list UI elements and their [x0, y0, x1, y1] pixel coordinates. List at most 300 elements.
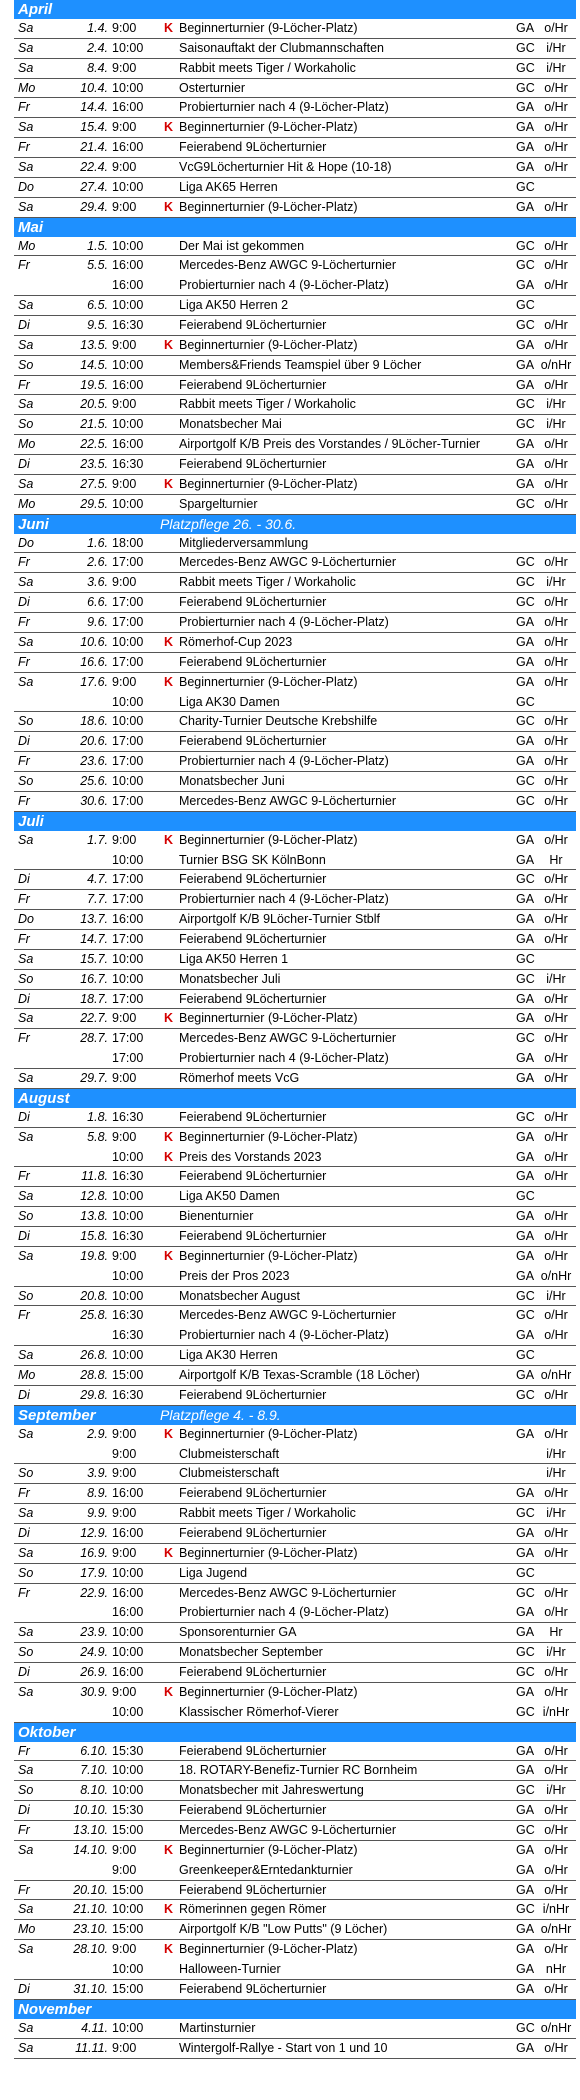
start-time: 17:00 [112, 595, 144, 610]
event-date: 26.8. [80, 1348, 108, 1363]
handicap-relevance: o/Hr [544, 1605, 568, 1620]
event-row [14, 415, 576, 435]
start-time: 9:00 [112, 1446, 137, 1461]
weekday: Sa [18, 1763, 34, 1778]
start-time: 9:00 [112, 60, 137, 75]
event-date: 17.9. [80, 1565, 108, 1580]
club-code: GC [516, 1665, 535, 1680]
handicap-relevance: o/Hr [544, 258, 568, 273]
event-date: 23.9. [80, 1625, 108, 1640]
club-code: GC [516, 595, 535, 610]
event-row [14, 1207, 576, 1227]
club-code: GC [516, 555, 535, 570]
month-header [14, 2000, 576, 2019]
club-code: GA [516, 734, 535, 749]
handicap-relevance: o/Hr [544, 1665, 568, 1680]
club-code: GA [516, 1743, 535, 1758]
club-code: GA [516, 21, 535, 35]
handicap-relevance: o/Hr [544, 120, 568, 135]
club-code: GA [516, 1962, 535, 1977]
month-header [14, 1723, 576, 1742]
event-name: Feierabend 9Löcherturnier [179, 931, 327, 946]
weekday: Fr [18, 377, 30, 392]
event-row [14, 752, 576, 772]
event-name: Probierturnier nach 4 (9-Löcher-Platz) [179, 1605, 389, 1620]
handicap-relevance: o/Hr [544, 1743, 568, 1758]
club-code: GA [516, 199, 535, 214]
event-row [14, 673, 576, 693]
club-code: GA [516, 1862, 535, 1877]
start-time: 10:00 [112, 1763, 144, 1778]
weekday: So [18, 1288, 34, 1303]
event-row [14, 1247, 576, 1267]
start-time: 9:00 [112, 1506, 137, 1521]
handicap-relevance: o/Hr [544, 80, 568, 95]
weekday: Di [18, 318, 30, 333]
event-date: 18.6. [80, 714, 108, 729]
event-date: 17.6. [80, 674, 108, 689]
maintenance-note: Platzpflege 26. - 30.6. [160, 515, 297, 532]
handicap-relevance: o/Hr [544, 199, 568, 214]
event-row [14, 1029, 576, 1049]
weekday: Di [18, 734, 30, 749]
handicap-relevance: i/Hr [546, 1506, 566, 1521]
handicap-relevance: o/Hr [544, 714, 568, 729]
event-date: 13.5. [80, 337, 108, 352]
event-row [14, 1346, 576, 1366]
start-time: 10:00 [112, 1268, 144, 1283]
weekday: Sa [18, 674, 34, 689]
event-row [14, 831, 576, 851]
handicap-relevance: o/Hr [544, 754, 568, 769]
start-time: 9:00 [112, 120, 137, 135]
start-time: 9:00 [112, 674, 137, 689]
event-row [14, 98, 576, 118]
club-code: GA [516, 357, 535, 372]
event-name: Probierturnier nach 4 (9-Löcher-Platz) [179, 1328, 389, 1343]
weekday: Di [18, 1109, 30, 1124]
club-code: GA [516, 931, 535, 946]
event-date: 28.10. [73, 1942, 108, 1957]
event-row [14, 1464, 576, 1484]
event-name: Spargelturnier [179, 496, 258, 511]
start-time: 9:00 [112, 199, 137, 214]
k-marker: K [164, 476, 174, 491]
weekday: Di [18, 1526, 30, 1541]
event-row [14, 870, 576, 890]
event-row [14, 553, 576, 573]
club-code: GA [516, 892, 535, 907]
weekday: Sa [18, 1842, 34, 1857]
handicap-relevance: o/Hr [544, 2040, 568, 2055]
event-date: 3.9. [87, 1466, 108, 1481]
event-name: Probierturnier nach 4 (9-Löcher-Platz) [179, 892, 389, 907]
weekday: Fr [18, 258, 30, 273]
handicap-relevance: o/Hr [544, 1842, 568, 1857]
club-code: GC [516, 2020, 535, 2035]
weekday: Sa [18, 2040, 34, 2055]
weekday: Fr [18, 793, 30, 808]
event-row [14, 1603, 576, 1623]
club-code: GC [516, 575, 535, 590]
start-time: 9:00 [112, 1070, 137, 1085]
weekday: Fr [18, 1308, 30, 1323]
weekday: Fr [18, 615, 30, 630]
event-date: 8.10. [80, 1783, 108, 1798]
weekday: Di [18, 1981, 30, 1996]
club-code: GA [516, 754, 535, 769]
start-time: 16:00 [112, 258, 144, 273]
weekday: Sa [18, 40, 34, 55]
event-name: Feierabend 9Löcherturnier [179, 1981, 327, 1996]
start-time: 17:00 [112, 793, 144, 808]
event-name: Feierabend 9Löcherturnier [179, 872, 327, 887]
event-row [14, 1703, 576, 1723]
event-date: 21.4. [80, 140, 108, 155]
start-time: 18:00 [112, 535, 144, 550]
event-date: 20.6. [80, 734, 108, 749]
weekday: Sa [18, 120, 34, 135]
start-time: 10:00 [112, 634, 144, 649]
k-marker: K [164, 1942, 174, 1957]
event-row [14, 495, 576, 515]
event-date: 13.7. [80, 912, 108, 927]
weekday: Sa [18, 337, 34, 352]
handicap-relevance: o/Hr [544, 773, 568, 788]
handicap-relevance: o/Hr [544, 318, 568, 333]
handicap-relevance: o/nHr [540, 357, 572, 372]
weekday: Fr [18, 1031, 30, 1046]
club-code: GA [516, 634, 535, 649]
weekday: Do [18, 179, 34, 194]
k-marker: K [164, 1426, 174, 1441]
weekday: Fr [18, 892, 30, 907]
handicap-relevance: o/Hr [544, 595, 568, 610]
weekday: Sa [18, 476, 34, 491]
weekday: So [18, 1466, 34, 1481]
event-name: Bienenturnier [179, 1209, 254, 1224]
event-row [14, 1584, 576, 1604]
event-name: Sponsorenturnier GA [179, 1625, 297, 1640]
club-code: GC [516, 179, 535, 194]
handicap-relevance: o/Hr [544, 1031, 568, 1046]
event-name: Römerinnen gegen Römer [179, 1902, 327, 1917]
start-time: 10:00 [112, 1962, 144, 1977]
event-date: 27.5. [80, 476, 108, 491]
event-row [14, 1187, 576, 1207]
start-time: 10:00 [112, 714, 144, 729]
weekday: Sa [18, 397, 34, 412]
event-date: 6.5. [87, 298, 108, 313]
club-code: GC [516, 773, 535, 788]
event-date: 31.10. [73, 1981, 108, 1996]
event-row [14, 593, 576, 613]
weekday: Fr [18, 140, 30, 155]
event-row [14, 1761, 576, 1781]
event-row [14, 970, 576, 990]
handicap-relevance: i/Hr [546, 1466, 566, 1481]
club-code: GA [516, 674, 535, 689]
start-time: 9:00 [112, 1842, 137, 1857]
start-time: 16:00 [112, 1486, 144, 1501]
handicap-relevance: Hr [549, 852, 563, 867]
k-marker: K [164, 199, 174, 214]
club-code: GA [516, 1011, 535, 1026]
event-row [14, 395, 576, 415]
weekday: So [18, 773, 34, 788]
start-time: 10:00 [112, 951, 144, 966]
weekday: Sa [18, 1902, 34, 1917]
club-code: GC [516, 1109, 535, 1124]
event-date: 7.7. [87, 892, 108, 907]
weekday: Sa [18, 199, 34, 214]
event-name: Feierabend 9Löcherturnier [179, 1387, 327, 1402]
club-code: GC [516, 971, 535, 986]
start-time: 16:00 [112, 140, 144, 155]
event-row [14, 1960, 576, 1980]
start-time: 9:00 [112, 575, 137, 590]
handicap-relevance: o/Hr [544, 1426, 568, 1441]
weekday: Sa [18, 575, 34, 590]
event-name: Klassischer Römerhof-Vierer [179, 1704, 339, 1719]
weekday: Fr [18, 754, 30, 769]
event-row [14, 1227, 576, 1247]
weekday: Di [18, 595, 30, 610]
club-code: GA [516, 912, 535, 927]
weekday: Fr [18, 654, 30, 669]
event-date: 29.5. [80, 496, 108, 511]
weekday: So [18, 714, 34, 729]
start-time: 10:00 [112, 417, 144, 432]
club-code: GA [516, 1228, 535, 1243]
event-row [14, 276, 576, 296]
event-date: 15.4. [80, 120, 108, 135]
event-date: 30.9. [80, 1684, 108, 1699]
event-date: 20.5. [80, 397, 108, 412]
event-row [14, 930, 576, 950]
event-name: Saisonauftakt der Clubmannschaften [179, 40, 384, 55]
handicap-relevance: o/Hr [544, 1109, 568, 1124]
event-row [14, 1564, 576, 1584]
handicap-relevance: o/Hr [544, 1882, 568, 1897]
event-name: Beginnerturnier (9-Löcher-Platz) [179, 1942, 358, 1957]
event-row [14, 633, 576, 653]
event-name: Liga AK50 Herren 2 [179, 298, 289, 313]
event-name: Römerhof meets VcG [179, 1070, 300, 1085]
event-name: Feierabend 9Löcherturnier [179, 595, 327, 610]
handicap-relevance: o/Hr [544, 1308, 568, 1323]
handicap-relevance: i/Hr [546, 40, 566, 55]
event-date: 2.9. [87, 1426, 108, 1441]
weekday: Mo [18, 437, 36, 452]
event-name: Beginnerturnier (9-Löcher-Platz) [179, 674, 358, 689]
club-code: GA [516, 1942, 535, 1957]
event-name: Monatsbecher September [179, 1645, 323, 1660]
club-code: GA [516, 377, 535, 392]
weekday: Sa [18, 160, 34, 175]
event-date: 26.9. [80, 1665, 108, 1680]
start-time: 10:00 [112, 80, 144, 95]
start-time: 10:00 [112, 1348, 144, 1363]
start-time: 16:00 [112, 377, 144, 392]
event-date: 12.8. [80, 1189, 108, 1204]
event-row [14, 1445, 576, 1465]
club-code: GC [516, 694, 535, 709]
event-row [14, 475, 576, 495]
club-code: GA [516, 160, 535, 175]
event-row [14, 1049, 576, 1069]
event-name: Feierabend 9Löcherturnier [179, 734, 327, 749]
event-date: 28.8. [80, 1368, 108, 1382]
start-time: 9:00 [112, 2040, 137, 2055]
event-row [14, 851, 576, 871]
event-row [14, 435, 576, 455]
start-time: 15:00 [112, 1981, 144, 1996]
tournament-schedule [14, 0, 576, 2059]
event-row [14, 19, 576, 39]
club-code: GC [516, 1387, 535, 1402]
start-time: 10:00 [112, 1288, 144, 1303]
club-code: GA [516, 1763, 535, 1778]
club-code: GA [516, 1368, 535, 1382]
handicap-relevance: i/Hr [546, 1645, 566, 1660]
event-row [14, 1167, 576, 1187]
handicap-relevance: o/Hr [544, 634, 568, 649]
club-code: GA [516, 1605, 535, 1620]
handicap-relevance: nHr [545, 1962, 567, 1977]
event-name: Clubmeisterschaft [179, 1446, 280, 1461]
month-header [14, 218, 576, 237]
event-date: 14.7. [80, 931, 108, 946]
start-time: 16:00 [112, 1585, 144, 1600]
event-date: 13.8. [80, 1209, 108, 1224]
weekday: Mo [18, 238, 36, 253]
weekday: Fr [18, 100, 30, 115]
event-date: 23.6. [80, 754, 108, 769]
event-row [14, 79, 576, 99]
handicap-relevance: o/Hr [544, 437, 568, 452]
event-row [14, 613, 576, 633]
weekday: Mo [18, 80, 36, 95]
start-time: 16:30 [112, 1387, 144, 1402]
start-time: 10:00 [112, 2020, 144, 2035]
event-row [14, 1920, 576, 1940]
event-date: 2.4. [87, 40, 108, 55]
event-name: Monatsbecher Juli [179, 971, 281, 986]
start-time: 17:00 [112, 1051, 144, 1066]
weekday: Sa [18, 1684, 34, 1699]
club-code: GC [516, 714, 535, 729]
handicap-relevance: o/Hr [544, 1545, 568, 1560]
start-time: 16:00 [112, 100, 144, 115]
event-date: 11.8. [81, 1169, 108, 1184]
event-date: 25.8. [80, 1308, 108, 1323]
handicap-relevance: o/Hr [544, 1011, 568, 1026]
weekday: So [18, 1209, 34, 1224]
event-name: Beginnerturnier (9-Löcher-Platz) [179, 476, 358, 491]
event-name: Feierabend 9Löcherturnier [179, 1228, 327, 1243]
event-name: Feierabend 9Löcherturnier [179, 1109, 327, 1124]
event-row [14, 534, 576, 554]
start-time: 9:00 [112, 476, 137, 491]
event-date: 15.7. [80, 951, 108, 966]
k-marker: K [164, 337, 174, 352]
handicap-relevance: o/Hr [544, 1763, 568, 1778]
start-time: 10:00 [112, 971, 144, 986]
handicap-relevance: o/Hr [544, 1070, 568, 1085]
event-name: Greenkeeper&Erntedankturnier [179, 1862, 353, 1877]
event-date: 29.4. [80, 199, 108, 214]
start-time: 9:00 [112, 1862, 137, 1877]
start-time: 9:00 [112, 1684, 137, 1699]
k-marker: K [164, 674, 174, 689]
start-time: 16:30 [112, 457, 144, 472]
month-name: Juni [18, 515, 49, 533]
weekday: Sa [18, 1506, 34, 1521]
club-code: GC [516, 1704, 535, 1719]
start-time: 9:00 [112, 832, 137, 847]
event-row [14, 1781, 576, 1801]
event-date: 6.6. [87, 595, 108, 610]
k-marker: K [164, 1011, 174, 1026]
handicap-relevance: o/Hr [544, 476, 568, 491]
club-code: GC [516, 1348, 535, 1363]
weekday: Sa [18, 1545, 34, 1560]
event-row [14, 1980, 576, 2000]
weekday: Do [18, 535, 34, 550]
start-time: 16:30 [112, 1328, 144, 1343]
event-row [14, 1326, 576, 1346]
club-code: GA [516, 1328, 535, 1343]
event-name: Mitgliederversammlung [179, 535, 309, 550]
club-code: GC [516, 298, 535, 313]
event-name: Beginnerturnier (9-Löcher-Platz) [179, 1129, 358, 1144]
club-code: GA [516, 1922, 535, 1937]
start-time: 17:00 [112, 555, 144, 570]
club-code: GA [516, 278, 535, 293]
weekday: Fr [18, 1882, 30, 1897]
club-code: GA [516, 1129, 535, 1144]
weekday: Di [18, 991, 30, 1006]
weekday: Fr [18, 1169, 30, 1184]
k-marker: K [164, 1149, 174, 1164]
event-name: Beginnerturnier (9-Löcher-Platz) [179, 21, 358, 35]
event-name: Römerhof-Cup 2023 [179, 634, 293, 649]
event-date: 23.10. [73, 1922, 108, 1937]
weekday: So [18, 417, 34, 432]
handicap-relevance: o/Hr [544, 377, 568, 392]
event-name: Probierturnier nach 4 (9-Löcher-Platz) [179, 100, 389, 115]
event-name: Beginnerturnier (9-Löcher-Platz) [179, 337, 358, 352]
event-date: 16.9. [80, 1545, 108, 1560]
event-date: 25.6. [80, 773, 108, 788]
start-time: 9:00 [112, 1545, 137, 1560]
club-code: GC [516, 417, 535, 432]
event-name: Mercedes-Benz AWGC 9-Löcherturnier [179, 793, 396, 808]
event-name: VcG9Löcherturnier Hit & Hope (10-18) [179, 160, 392, 175]
club-code: GA [516, 1842, 535, 1857]
event-row [14, 178, 576, 198]
event-date: 15.8. [80, 1228, 108, 1243]
event-date: 2.6. [87, 555, 108, 570]
weekday: Fr [18, 1486, 30, 1501]
handicap-relevance: o/Hr [544, 793, 568, 808]
weekday: So [18, 1645, 34, 1660]
club-code: GC [516, 793, 535, 808]
event-row [14, 1881, 576, 1901]
event-row [14, 1108, 576, 1128]
club-code: GC [516, 496, 535, 511]
